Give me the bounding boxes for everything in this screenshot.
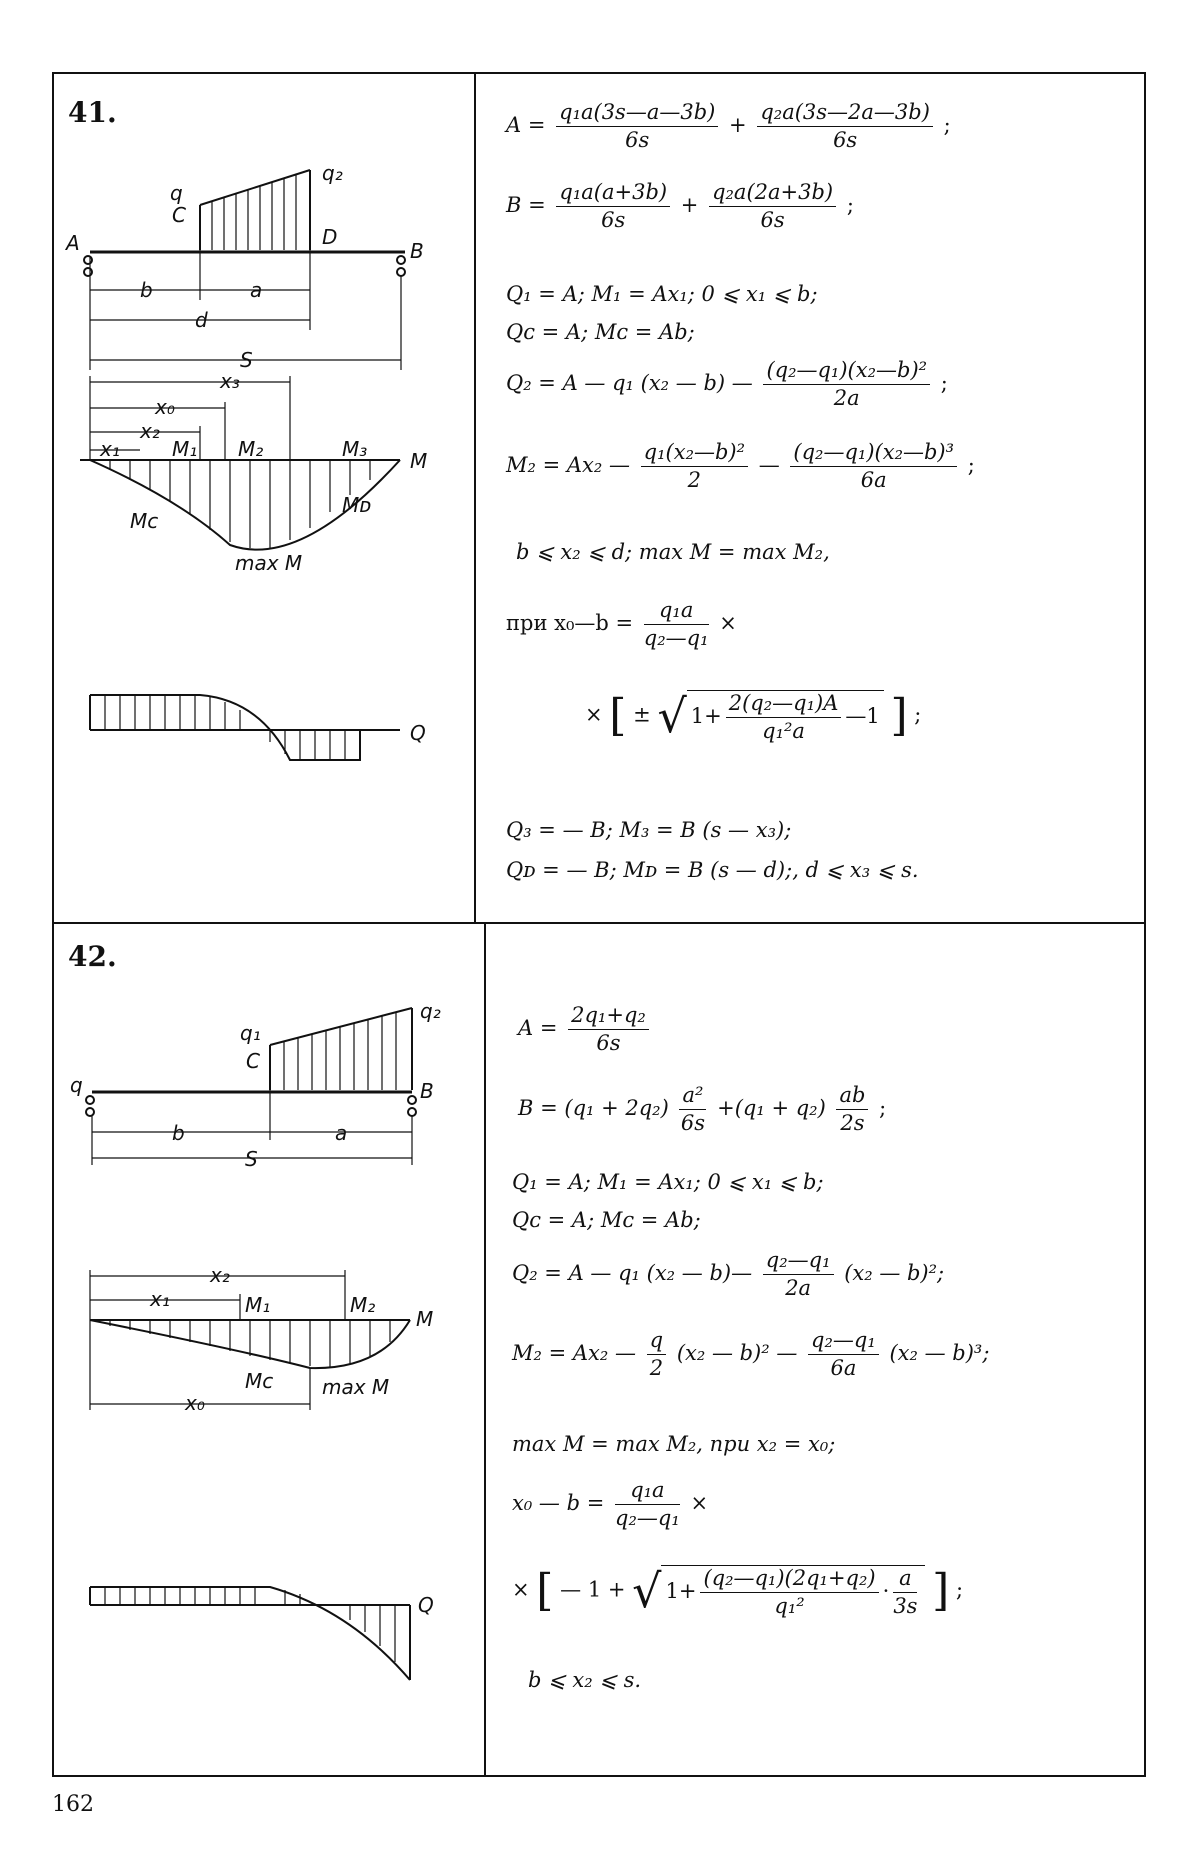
dim-S: S — [245, 1147, 258, 1171]
formula-42-line4: Qᴄ = A; Mᴄ = Ab; — [512, 1208, 701, 1232]
label-M1: M₁ — [172, 437, 198, 461]
column-divider-41 — [474, 72, 476, 924]
label-MD: Mᴅ — [342, 493, 372, 517]
label-q2: q₂ — [322, 161, 343, 185]
label-M1: M₁ — [245, 1293, 271, 1317]
column-divider-42 — [484, 922, 486, 1777]
label-x1: x₁ — [100, 437, 120, 461]
label-maxM: max M — [322, 1375, 390, 1399]
formula-41-pri: при x₀—b = $\frac{\text{q₁a}}{\text{q₂—q₁}}$ × — [506, 598, 737, 650]
formula-42-M2: M₂ = Ax₂ — $\frac{q}{2}$ (x₂ — b)² — $\frac{\text{q₂—q₁}}{6a}$ (x₂ — b)³; — [512, 1328, 990, 1380]
label-D: D — [322, 225, 338, 249]
page-number: 162 — [52, 1792, 94, 1817]
formula-41-line4: Qᴄ = A; Mᴄ = Ab; — [506, 320, 695, 344]
label-C: C — [246, 1049, 260, 1073]
formula-42-line10: b ⩽ x₂ ⩽ s. — [528, 1668, 642, 1692]
row-divider — [52, 922, 1146, 924]
label-Q: Q — [410, 721, 426, 745]
dim-S: S — [240, 348, 253, 372]
label-x1: x₁ — [150, 1287, 170, 1311]
problem-number-42: 42. — [68, 940, 117, 973]
formula-42-A: A = $\frac{\text{2q₁+q₂}}{6s}$ — [518, 1005, 653, 1054]
dim-b: b — [172, 1121, 185, 1145]
formula-42-x0: x₀ — b = $\frac{\text{q₁a}}{\text{q₂—q₁}}$ × — [512, 1478, 709, 1530]
label-q2: q₂ — [420, 999, 441, 1023]
label-M: M — [416, 1307, 434, 1331]
beam-diagram-42 — [60, 990, 470, 1750]
label-Q: Q — [418, 1593, 434, 1617]
formula-41-bracket: × [ ± √ 1+ $\frac{\text{2(q₂—q₁)A}}{\text{q₁²a}}$ —1 ] ; — [585, 689, 922, 743]
label-M2: M₂ — [350, 1293, 376, 1317]
problem-number-41: 41. — [68, 96, 117, 129]
formula-41-line10: Q₃ = — B; M₃ = B (s — x₃); — [506, 818, 792, 842]
label-A: A — [66, 231, 80, 255]
label-C: C — [172, 203, 186, 227]
label-M: M — [410, 449, 428, 473]
label-MC: Mᴄ — [130, 509, 159, 533]
beam-diagram-41 — [60, 150, 460, 890]
label-MC: Mᴄ — [245, 1369, 274, 1393]
dim-a: a — [335, 1121, 348, 1145]
formula-42-bracket: × [ — 1 + √ 1+ $\frac{\text{(q₂—q₁)(2q₁+q₂)}}{\text{q₁²}}$ · $\frac{a}{3s}$ ] ; — [512, 1564, 964, 1618]
formula-42-Q2: Q₂ = A — q₁ (x₂ — b)— $\frac{\text{q₂—q₁}}{2a}$ (x₂ — b)²; — [512, 1248, 945, 1300]
formula-41-A: A = $\frac{\text{q₁a(3s—a—3b)}}{6s}$ + $\frac{\text{q₂a(3s—2a—3b)}}{6s}$ ; — [506, 100, 951, 152]
label-x2: x₂ — [140, 419, 160, 443]
dim-d: d — [195, 308, 208, 332]
formula-41-Q2: Q₂ = A — q₁ (x₂ — b) — $\frac{\text{(q₂—q₁)(x₂—b)²}}{2a}$ ; — [506, 358, 948, 410]
label-M3: M₃ — [342, 437, 368, 461]
formula-41-M2: M₂ = Ax₂ — $\frac{\text{q₁(x₂—b)²}}{2}$ — $\frac{\text{(q₂—q₁)(x₂—b)³}}{6a}$ ; — [506, 440, 975, 492]
label-q: q — [70, 1073, 83, 1097]
dim-b: b — [140, 278, 153, 302]
formula-42-line3: Q₁ = A; M₁ = Ax₁; 0 ⩽ x₁ ⩽ b; — [512, 1170, 824, 1194]
formula-41-B: B = $\frac{\text{q₁a(a+3b)}}{6s}$ + $\frac{\text{q₂a(2a+3b)}}{6s}$ ; — [506, 180, 854, 232]
label-B: B — [420, 1079, 434, 1103]
label-M2: M₂ — [238, 437, 264, 461]
formula-42-line7: max M = max M₂, при x₂ = x₀; — [512, 1432, 836, 1456]
label-x0: x₀ — [185, 1391, 205, 1415]
label-x3: x₃ — [220, 369, 240, 393]
label-x0: x₀ — [155, 395, 175, 419]
formula-41-line7: b ⩽ x₂ ⩽ d; max M = max M₂, — [516, 540, 830, 564]
label-q1: q₁ — [240, 1021, 261, 1045]
dim-a: a — [250, 278, 263, 302]
formula-41-line3: Q₁ = A; M₁ = Ax₁; 0 ⩽ x₁ ⩽ b; — [506, 282, 818, 306]
label-B: B — [410, 239, 424, 263]
label-q: q — [170, 181, 183, 205]
formula-41-line11: Qᴅ = — B; Mᴅ = B (s — d);, d ⩽ x₃ ⩽ s. — [506, 858, 919, 882]
label-maxM: max M — [235, 551, 303, 575]
formula-42-B: B = (q₁ + 2q₂) $\frac{\text{a²}}{6s}$ +(q₁ + q₂) $\frac{ab}{2s}$ ; — [518, 1083, 887, 1135]
label-x2: x₂ — [210, 1263, 230, 1287]
